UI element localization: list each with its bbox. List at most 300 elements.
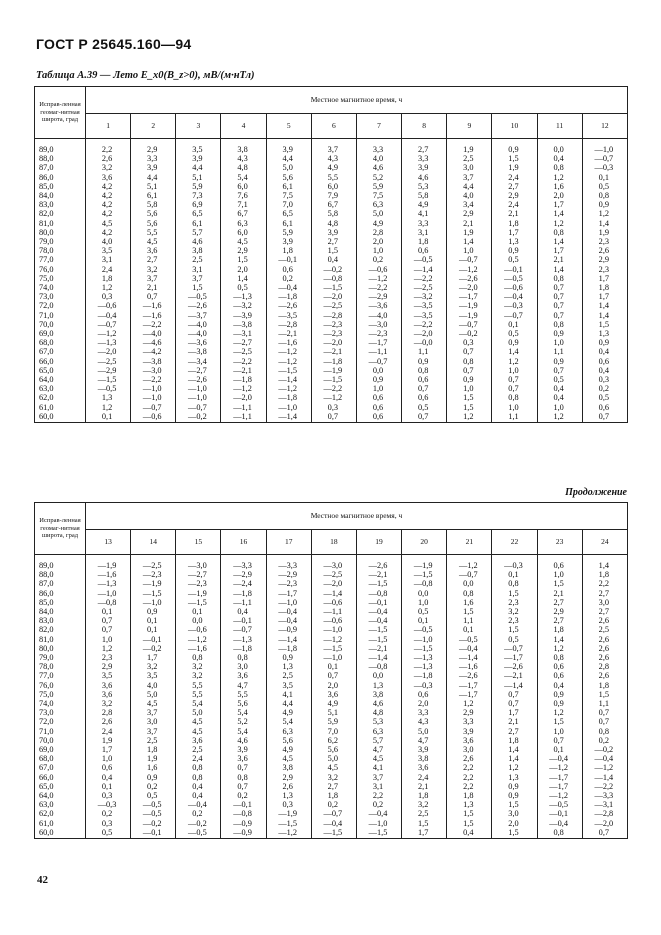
table-row <box>35 403 628 412</box>
latitude-cell: 76,0 <box>35 265 86 274</box>
latitude-cell: 67,0 <box>35 347 86 356</box>
value-cell: —1,5 <box>311 375 356 384</box>
value-cell: —2,3 <box>311 329 356 338</box>
value-cell: —4,0 <box>176 329 221 338</box>
value-cell: 4,3 <box>221 154 266 163</box>
table-row <box>35 283 628 292</box>
value-cell: 0,6 <box>537 555 582 571</box>
value-cell: 0,6 <box>402 393 447 402</box>
value-cell: 3,5 <box>131 671 176 680</box>
value-cell: 3,1 <box>356 782 401 791</box>
value-cell: 6,5 <box>176 209 221 218</box>
value-cell: 5,3 <box>402 182 447 191</box>
value-cell: 0,4 <box>176 791 221 800</box>
value-cell: —0,7 <box>447 255 492 264</box>
value-cell: 1,0 <box>492 403 537 412</box>
value-cell: —1,5 <box>356 828 401 839</box>
value-cell: 3,9 <box>311 228 356 237</box>
value-cell: 0,5 <box>402 607 447 616</box>
value-cell: —0,4 <box>356 607 401 616</box>
value-cell: —2,0 <box>582 819 627 828</box>
value-cell: —0,6 <box>311 598 356 607</box>
value-cell: 1,4 <box>537 237 582 246</box>
value-cell: 4,6 <box>221 736 266 745</box>
value-cell: —1,6 <box>131 311 176 320</box>
value-cell: 0,6 <box>266 265 311 274</box>
value-cell: 0,1 <box>86 412 131 423</box>
value-cell: —2,8 <box>582 809 627 818</box>
value-cell: 0,7 <box>492 690 537 699</box>
value-cell: —0,4 <box>492 292 537 301</box>
value-cell: 6,3 <box>356 200 401 209</box>
value-cell: 2,6 <box>86 154 131 163</box>
value-cell: 1,5 <box>537 717 582 726</box>
value-cell: 7,0 <box>311 727 356 736</box>
value-cell: —2,2 <box>131 375 176 384</box>
value-cell: 5,6 <box>221 699 266 708</box>
value-cell: —3,4 <box>176 357 221 366</box>
value-cell: —0,1 <box>356 598 401 607</box>
hour-header: 11 <box>537 114 582 139</box>
value-cell: 1,6 <box>447 598 492 607</box>
table-row <box>35 699 628 708</box>
value-cell: 3,9 <box>131 163 176 172</box>
value-cell: 0,7 <box>537 283 582 292</box>
value-cell: 0,4 <box>537 681 582 690</box>
value-cell: 1,8 <box>311 791 356 800</box>
value-cell: —0,4 <box>537 819 582 828</box>
latitude-cell: 89,0 <box>35 555 86 571</box>
value-cell: —0,3 <box>86 800 131 809</box>
table-row <box>35 357 628 366</box>
value-cell: 3,2 <box>86 163 131 172</box>
value-cell: 5,8 <box>402 191 447 200</box>
latitude-cell: 75,0 <box>35 274 86 283</box>
value-cell: 1,1 <box>402 347 447 356</box>
value-cell: 4,6 <box>402 173 447 182</box>
table-row <box>35 819 628 828</box>
latitude-cell: 69,0 <box>35 329 86 338</box>
value-cell: 0,1 <box>311 662 356 671</box>
table-row <box>35 773 628 782</box>
value-cell: 3,6 <box>86 690 131 699</box>
value-cell: 2,6 <box>447 754 492 763</box>
value-cell: 4,9 <box>311 699 356 708</box>
latitude-cell: 84,0 <box>35 191 86 200</box>
value-cell: 1,5 <box>402 819 447 828</box>
value-cell: —1,1 <box>221 403 266 412</box>
value-cell: —0,9 <box>221 819 266 828</box>
value-cell: 1,4 <box>582 311 627 320</box>
table-row <box>35 311 628 320</box>
value-cell: 7,5 <box>356 191 401 200</box>
value-cell: 2,3 <box>582 265 627 274</box>
value-cell: 0,8 <box>176 653 221 662</box>
value-cell: 6,1 <box>176 219 221 228</box>
value-cell: 0,1 <box>86 782 131 791</box>
value-cell: 4,0 <box>131 681 176 690</box>
value-cell: —1,0 <box>176 384 221 393</box>
value-cell: 1,5 <box>447 393 492 402</box>
table-row <box>35 635 628 644</box>
value-cell: —1,7 <box>492 653 537 662</box>
value-cell: 2,3 <box>582 237 627 246</box>
value-cell: 1,8 <box>86 274 131 283</box>
value-cell: —3,0 <box>311 555 356 571</box>
value-cell: 0,5 <box>221 283 266 292</box>
value-cell: 0,3 <box>86 819 131 828</box>
value-cell: 3,0 <box>131 717 176 726</box>
value-cell: 2,5 <box>176 745 221 754</box>
value-cell: 4,9 <box>356 219 401 228</box>
value-cell: 3,1 <box>176 265 221 274</box>
value-cell: —4,0 <box>356 311 401 320</box>
table-row <box>35 219 628 228</box>
value-cell: —0,1 <box>537 809 582 818</box>
value-cell: —1,2 <box>311 635 356 644</box>
value-cell: 1,8 <box>492 219 537 228</box>
value-cell: 1,8 <box>537 625 582 634</box>
value-cell: 2,9 <box>582 255 627 264</box>
value-cell: —2,0 <box>221 393 266 402</box>
value-cell: 3,5 <box>176 139 221 155</box>
value-cell: 1,7 <box>131 653 176 662</box>
latitude-cell: 74,0 <box>35 699 86 708</box>
value-cell: 0,7 <box>537 311 582 320</box>
table-row <box>35 200 628 209</box>
mlt-header: Местное магнитное время, ч <box>86 503 628 530</box>
table-row <box>35 616 628 625</box>
latitude-cell: 79,0 <box>35 237 86 246</box>
value-cell: 0,7 <box>537 736 582 745</box>
latitude-cell: 82,0 <box>35 625 86 634</box>
value-cell: —1,8 <box>402 671 447 680</box>
latitude-cell: 85,0 <box>35 182 86 191</box>
value-cell: 0,7 <box>537 292 582 301</box>
value-cell: 0,6 <box>402 690 447 699</box>
value-cell: —3,2 <box>402 292 447 301</box>
value-cell: 0,4 <box>537 393 582 402</box>
value-cell: —0,5 <box>131 809 176 818</box>
latitude-cell: 66,0 <box>35 357 86 366</box>
value-cell: —0,6 <box>131 412 176 423</box>
table-row <box>35 717 628 726</box>
value-cell: —3,3 <box>582 791 627 800</box>
value-cell: 3,3 <box>402 708 447 717</box>
value-cell: 1,8 <box>402 237 447 246</box>
value-cell: 0,9 <box>402 357 447 366</box>
latitude-cell: 81,0 <box>35 219 86 228</box>
value-cell: —2,9 <box>86 366 131 375</box>
value-cell: 4,6 <box>176 237 221 246</box>
value-cell: 0,4 <box>582 366 627 375</box>
table-row <box>35 579 628 588</box>
value-cell: 0,7 <box>311 412 356 423</box>
value-cell: 4,7 <box>356 745 401 754</box>
value-cell: —1,9 <box>447 301 492 310</box>
value-cell: 5,6 <box>266 173 311 182</box>
table-body <box>35 555 628 839</box>
value-cell: 0,7 <box>86 625 131 634</box>
value-cell: —0,7 <box>86 320 131 329</box>
value-cell: 2,6 <box>582 671 627 680</box>
value-cell: 1,7 <box>492 228 537 237</box>
value-cell: —3,3 <box>266 555 311 571</box>
value-cell: —0,8 <box>356 662 401 671</box>
value-cell: 0,1 <box>537 745 582 754</box>
value-cell: —1,9 <box>447 311 492 320</box>
value-cell: 5,4 <box>221 173 266 182</box>
value-cell: 2,2 <box>86 139 131 155</box>
value-cell: —2,2 <box>402 274 447 283</box>
latitude-cell: 71,0 <box>35 727 86 736</box>
value-cell: —1,2 <box>447 265 492 274</box>
table-row <box>35 375 628 384</box>
value-cell: 4,7 <box>402 736 447 745</box>
value-cell: —0,4 <box>86 311 131 320</box>
value-cell: —2,1 <box>356 570 401 579</box>
value-cell: 1,9 <box>86 736 131 745</box>
value-cell: —1,0 <box>131 598 176 607</box>
hour-header: 14 <box>131 530 176 555</box>
value-cell: 4,5 <box>356 754 401 763</box>
value-cell: 3,3 <box>402 219 447 228</box>
value-cell: —0,2 <box>582 745 627 754</box>
value-cell: 1,8 <box>131 745 176 754</box>
value-cell: 1,9 <box>447 228 492 237</box>
value-cell: 4,1 <box>402 209 447 218</box>
value-cell: —1,5 <box>266 819 311 828</box>
value-cell: 5,1 <box>176 173 221 182</box>
value-cell: 1,1 <box>537 347 582 356</box>
value-cell: —2,6 <box>447 274 492 283</box>
value-cell: 1,3 <box>492 237 537 246</box>
table-row <box>35 555 628 571</box>
value-cell: 4,5 <box>131 237 176 246</box>
value-cell: 2,7 <box>492 182 537 191</box>
hour-header: 15 <box>176 530 221 555</box>
hour-header: 22 <box>492 530 537 555</box>
value-cell: 7,3 <box>176 191 221 200</box>
value-cell: 0,7 <box>582 412 627 423</box>
value-cell: 0,0 <box>447 579 492 588</box>
value-cell: —1,0 <box>266 403 311 412</box>
value-cell: —3,0 <box>131 366 176 375</box>
value-cell: 6,2 <box>311 736 356 745</box>
value-cell: 3,2 <box>311 773 356 782</box>
value-cell: 0,1 <box>447 625 492 634</box>
latitude-cell: 70,0 <box>35 320 86 329</box>
table-row <box>35 828 628 839</box>
value-cell: —1,2 <box>176 635 221 644</box>
value-cell: —0,7 <box>356 357 401 366</box>
value-cell: —2,8 <box>311 311 356 320</box>
value-cell: 0,5 <box>582 393 627 402</box>
value-cell: 3,0 <box>582 598 627 607</box>
table-caption: Таблица А.39 — Лето E_x0(B_z>0), мВ/(м·нТл) <box>36 70 255 81</box>
value-cell: 2,1 <box>492 209 537 218</box>
value-cell: 0,3 <box>266 800 311 809</box>
value-cell: —1,2 <box>447 555 492 571</box>
value-cell: 0,1 <box>131 616 176 625</box>
value-cell: 0,6 <box>537 662 582 671</box>
value-cell: —2,5 <box>221 347 266 356</box>
value-cell: 1,0 <box>86 754 131 763</box>
value-cell: 2,7 <box>311 782 356 791</box>
value-cell: 3,6 <box>131 246 176 255</box>
latitude-cell: 81,0 <box>35 635 86 644</box>
value-cell: 7,1 <box>221 200 266 209</box>
table-row <box>35 412 628 423</box>
value-cell: 0,7 <box>537 301 582 310</box>
value-cell: 5,8 <box>311 209 356 218</box>
value-cell: —0,7 <box>492 311 537 320</box>
value-cell: 1,7 <box>86 745 131 754</box>
value-cell: 1,2 <box>582 209 627 218</box>
value-cell: 3,3 <box>356 139 401 155</box>
value-cell: —1,7 <box>266 589 311 598</box>
value-cell: 3,6 <box>86 173 131 182</box>
value-cell: 2,1 <box>537 255 582 264</box>
value-cell: 1,9 <box>131 754 176 763</box>
table-row <box>35 347 628 356</box>
value-cell: 1,0 <box>492 366 537 375</box>
value-cell: 4,9 <box>402 200 447 209</box>
value-cell: 1,2 <box>537 644 582 653</box>
value-cell: 2,2 <box>582 579 627 588</box>
value-cell: 4,2 <box>86 228 131 237</box>
value-cell: —1,9 <box>131 579 176 588</box>
value-cell: —1,6 <box>86 570 131 579</box>
value-cell: 7,5 <box>266 191 311 200</box>
value-cell: —0,2 <box>176 412 221 423</box>
value-cell: 5,9 <box>266 228 311 237</box>
value-cell: 1,7 <box>402 828 447 839</box>
value-cell: —2,3 <box>311 320 356 329</box>
value-cell: 4,2 <box>86 200 131 209</box>
value-cell: 0,5 <box>492 255 537 264</box>
value-cell: 0,9 <box>492 338 537 347</box>
value-cell: —1,0 <box>311 625 356 634</box>
value-cell: 2,3 <box>492 598 537 607</box>
latitude-cell: 62,0 <box>35 809 86 818</box>
value-cell: 5,2 <box>221 717 266 726</box>
value-cell: 0,8 <box>176 763 221 772</box>
value-cell: 3,3 <box>402 154 447 163</box>
value-cell: —1,8 <box>221 589 266 598</box>
value-cell: 4,4 <box>176 163 221 172</box>
value-cell: —3,5 <box>266 311 311 320</box>
value-cell: —0,1 <box>221 616 266 625</box>
value-cell: 4,3 <box>311 154 356 163</box>
value-cell: 1,4 <box>582 301 627 310</box>
value-cell: 1,0 <box>537 338 582 347</box>
value-cell: —1,0 <box>402 635 447 644</box>
value-cell: 5,6 <box>311 745 356 754</box>
value-cell: 0,8 <box>402 366 447 375</box>
value-cell: —0,3 <box>492 555 537 571</box>
hour-header: 17 <box>266 530 311 555</box>
mlt-header: Местное магнитное время, ч <box>86 87 628 114</box>
value-cell: 1,2 <box>492 357 537 366</box>
value-cell: 1,5 <box>492 800 537 809</box>
table-row <box>35 366 628 375</box>
latitude-cell: 80,0 <box>35 644 86 653</box>
value-cell: 0,6 <box>402 246 447 255</box>
latitude-column-header: Исправ-ленная геомаг-нитная широта, град <box>35 87 86 139</box>
value-cell: 3,0 <box>447 163 492 172</box>
latitude-cell: 65,0 <box>35 366 86 375</box>
value-cell: —1,9 <box>402 555 447 571</box>
latitude-cell: 79,0 <box>35 653 86 662</box>
value-cell: —1,3 <box>86 338 131 347</box>
value-cell: 5,1 <box>131 182 176 191</box>
value-cell: 2,0 <box>221 265 266 274</box>
latitude-cell: 69,0 <box>35 745 86 754</box>
hour-header: 2 <box>131 114 176 139</box>
value-cell: —0,1 <box>221 800 266 809</box>
value-cell: 0,2 <box>582 736 627 745</box>
value-cell: —1,0 <box>86 589 131 598</box>
value-cell: 3,7 <box>131 708 176 717</box>
value-cell: 4,5 <box>176 717 221 726</box>
value-cell: 0,0 <box>176 616 221 625</box>
value-cell: 0,7 <box>86 616 131 625</box>
value-cell: 0,6 <box>86 763 131 772</box>
value-cell: 1,6 <box>131 763 176 772</box>
value-cell: 0,7 <box>447 347 492 356</box>
value-cell: —1,5 <box>266 366 311 375</box>
hour-header: 1 <box>86 114 131 139</box>
value-cell: —1,4 <box>266 412 311 423</box>
value-cell: 0,8 <box>537 320 582 329</box>
value-cell: 0,9 <box>537 690 582 699</box>
value-cell: 4,8 <box>221 163 266 172</box>
value-cell: 1,3 <box>582 329 627 338</box>
value-cell: —1,4 <box>311 589 356 598</box>
value-cell: —0,5 <box>402 625 447 634</box>
value-cell: 1,4 <box>492 347 537 356</box>
latitude-cell: 63,0 <box>35 800 86 809</box>
value-cell: —0,7 <box>447 320 492 329</box>
value-cell: 6,7 <box>311 200 356 209</box>
value-cell: 0,3 <box>86 292 131 301</box>
value-cell: —2,9 <box>221 570 266 579</box>
value-cell: —3,6 <box>356 301 401 310</box>
value-cell: 0,7 <box>221 782 266 791</box>
value-cell: 4,2 <box>86 182 131 191</box>
value-cell: 5,9 <box>356 182 401 191</box>
value-cell: 4,2 <box>86 191 131 200</box>
value-cell: 3,9 <box>402 163 447 172</box>
value-cell: 6,0 <box>311 182 356 191</box>
value-cell: 0,2 <box>582 384 627 393</box>
value-cell: 2,8 <box>356 228 401 237</box>
value-cell: 5,5 <box>221 690 266 699</box>
value-cell: 0,8 <box>537 274 582 283</box>
value-cell: 0,8 <box>582 727 627 736</box>
latitude-cell: 73,0 <box>35 292 86 301</box>
value-cell: —0,7 <box>221 625 266 634</box>
value-cell: 0,7 <box>492 384 537 393</box>
value-cell: 3,8 <box>402 754 447 763</box>
value-cell: —2,0 <box>447 283 492 292</box>
value-cell: 1,9 <box>492 163 537 172</box>
value-cell: 5,4 <box>176 699 221 708</box>
value-cell: 2,9 <box>447 708 492 717</box>
value-cell: —3,8 <box>176 347 221 356</box>
value-cell: 4,5 <box>311 763 356 772</box>
